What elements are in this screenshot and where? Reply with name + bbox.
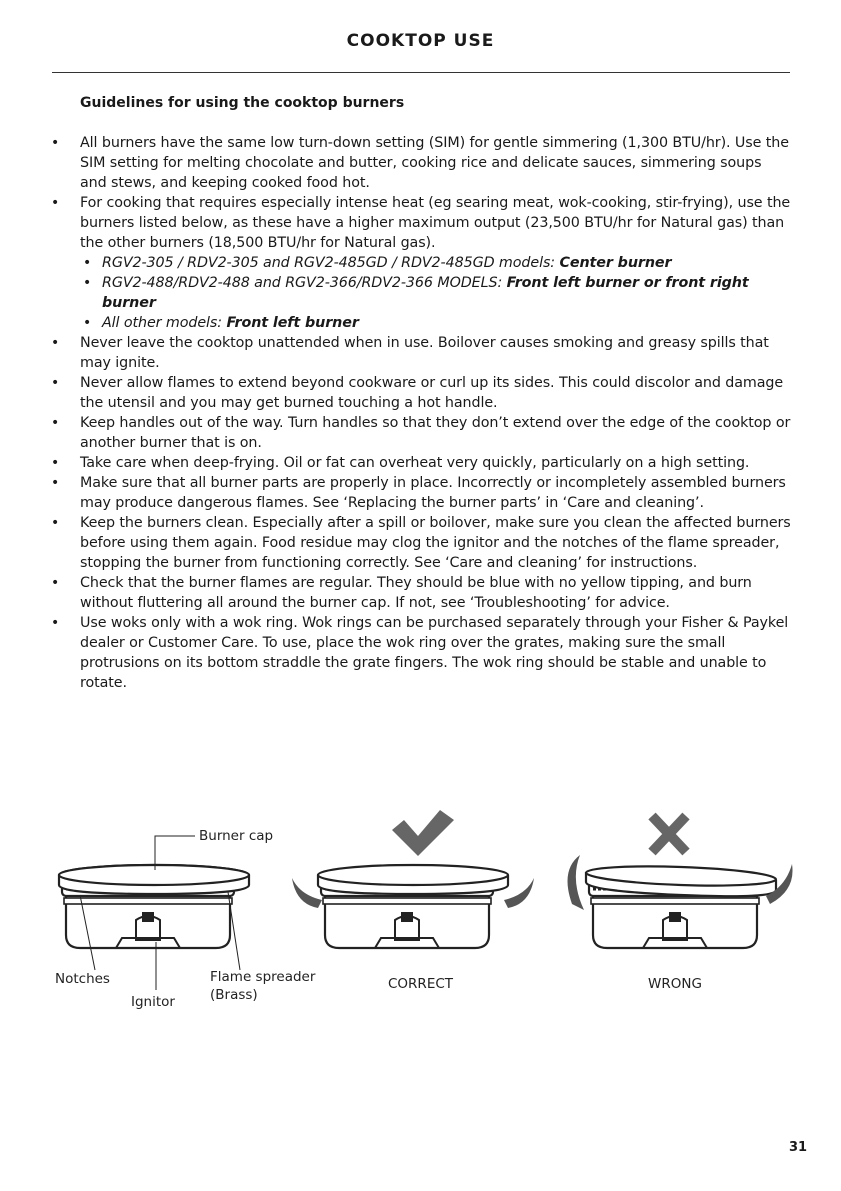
list-item: • Use woks only with a wok ring. Wok rings can be purchased separately through your Fisher & Paykel dealer or Customer Care. To use, place the wok ring over the grates, making sure the small protrusions on its bottom straddle the grate fingers. The wok ring should be stable and unable to rotate. [80,613,792,693]
ignitor-label: Ignitor [131,994,175,1010]
burner-wrong [568,855,793,948]
list-item: • Check that the burner flames are regular. They should be blue with no yellow tipping, and burn without fluttering all around the burner cap. If not, see ‘Troubleshooting’ for advice. [80,573,792,613]
flame-spreader-label [210,968,315,1004]
guidelines-list [80,133,792,693]
notches-label: Notches [55,971,110,987]
section-heading: Guidelines for using the cooktop burners [80,95,405,111]
burner-labeled [59,836,249,990]
burner-diagram [0,800,841,1034]
sub-item-text: RGV2-488/RDV2-488 and RGV2-366/RDV2-366 MODELS: [102,275,507,291]
flame-spreader-label-line2: (Brass) [210,987,258,1003]
list-item: • For cooking that requires especially intense heat (eg searing meat, wok-cooking, stir-frying), use the burners listed below, as these have a higher maximum output (23,500 BTU/hr for Natural gas) than the other burners (18,500 BTU/hr for Natural gas). [80,193,792,253]
burner-cap-label: Burner cap [199,828,274,844]
x-mark-icon [652,816,686,852]
burner-correct [292,865,534,948]
sub-item-bold: Front left burner or front right burner [102,275,749,311]
list-item: • Never allow flames to extend beyond cookware or curl up its sides. This could discolor and damage the utensil and you may get burned touching a hot handle. [80,373,792,413]
sub-list-item [80,313,792,333]
page-number: 31 [789,1140,808,1155]
list-item: • Keep the burners clean. Especially after a spill or boilover, make sure you clean the affected burners before using them again. Food residue may clog the ignitor and the notches of the flame spreader, stopping the burner from functioning correctly. See ‘Care and cleaning’ for instructions. [80,513,792,573]
list-item: • Take care when deep-frying. Oil or fat can overheat very quickly, particularly on a high setting. [80,453,792,473]
list-item: • Never leave the cooktop unattended when in use. Boilover causes smoking and greasy spills that may ignite. [80,333,792,373]
checkmark-icon [392,810,454,856]
sub-item-bold: Center burner [559,255,672,271]
list-item: • Keep handles out of the way. Turn handles so that they don’t extend over the edge of the cooktop or another burner that is on. [80,413,792,453]
burner-illustrations [0,800,841,1030]
sub-item-text: All other models: [102,315,227,331]
sub-list-item [80,273,792,313]
sub-list-item [80,253,792,273]
page-title: COOKTOP USE [346,31,495,51]
wrong-label: WRONG [648,976,702,992]
list-item: • All burners have the same low turn-down setting (SIM) for gentle simmering (1,300 BTU/hr). Use the SIM setting for melting chocolate and butter, cooking rice and delicate sauces, simmering soups and stews, and keeping cooked food hot. [80,133,792,193]
sub-item-bold: Front left burner [226,315,359,331]
flame-spreader-label-line1: Flame spreader [210,969,316,985]
correct-label: CORRECT [388,976,454,992]
sub-item-text: RGV2-305 / RDV2-305 and RGV2-485GD / RDV2-485GD models: [102,255,560,271]
header-divider [52,72,790,73]
list-item: • Make sure that all burner parts are properly in place. Incorrectly or incompletely assembled burners may produce dangerous flames. See ‘Replacing the burner parts’ in ‘Care and cleaning’. [80,473,792,513]
